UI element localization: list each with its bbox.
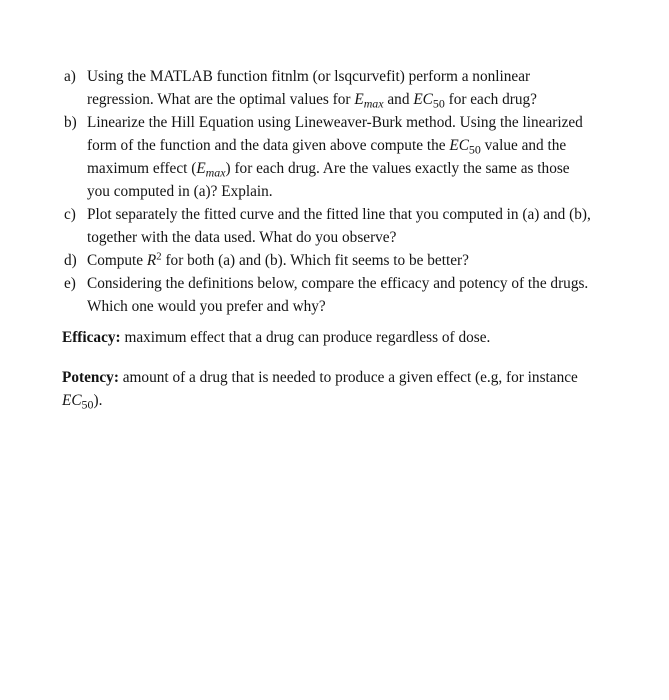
definition-potency: Potency: amount of a drug that is needed to produce a given effect (e.g, for instance $EC_{50}$). bbox=[62, 369, 578, 412]
question-marker: d) bbox=[64, 252, 77, 269]
math-emax: $E_{max}$ bbox=[354, 91, 384, 111]
question-e bbox=[64, 272, 594, 318]
question-marker: b) bbox=[64, 114, 77, 131]
question-text: Using the MATLAB function fitnlm (or lsqcurvefit) perform a nonlinear regression. What are the optimal values for $E_{max}$ and $EC_{50}$ for each drug? bbox=[87, 68, 537, 111]
question-text: Linearize the Hill Equation using Lineweaver-Burk method. Using the linearized form of the function and the data given above compute the $EC_{50}$ value and the maximum effect $(E_{max})$ for each drug. Are the values exactly the same as those you computed in (a)? Explain. bbox=[87, 114, 583, 200]
math-ec50: $EC_{50}$ bbox=[449, 137, 481, 157]
question-list bbox=[64, 65, 594, 318]
math-ec50: $EC_{50}$ bbox=[62, 392, 94, 412]
math-emax: $E_{max}$ bbox=[196, 160, 226, 180]
definition-efficacy bbox=[62, 326, 602, 349]
question-text: Plot separately the fitted curve and the fitted line that you computed in (a) and (b), together with the data used. What do you observe? bbox=[87, 206, 591, 246]
question-a bbox=[64, 65, 594, 111]
question-text: Compute $R^2$ for both (a) and (b). Which fit seems to be better? bbox=[87, 250, 469, 269]
definition-term: Efficacy: bbox=[62, 329, 121, 346]
question-text: Considering the definitions below, compare the efficacy and potency of the drugs. Which one would you prefer and why? bbox=[87, 275, 589, 315]
definition-text: maximum effect that a drug can produce regardless of dose. bbox=[120, 329, 491, 346]
math-ec50: $EC_{50}$ bbox=[413, 91, 445, 111]
question-marker: e) bbox=[64, 275, 76, 292]
question-marker: a) bbox=[64, 68, 76, 85]
question-marker: c) bbox=[64, 206, 76, 223]
question-d bbox=[64, 249, 594, 272]
question-c bbox=[64, 203, 594, 249]
definition-term: Potency: bbox=[62, 369, 119, 386]
question-b bbox=[64, 111, 594, 203]
definition-text: amount of a drug that is needed to produce a given effect (e.g, for instance bbox=[118, 369, 578, 386]
math-r-squared: $R^2$ bbox=[146, 250, 162, 269]
